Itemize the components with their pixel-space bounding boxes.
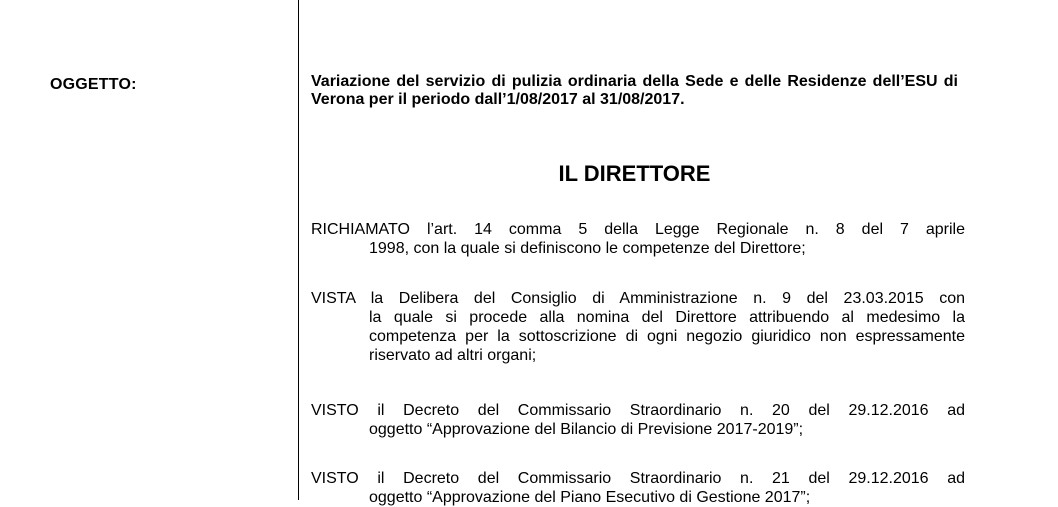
paragraph-richiamato	[311, 220, 965, 258]
paragraph-continuation: la quale si procede alla nomina del Direttore attribuendo al medesimo la competenza per la sottoscrizione di ogni negozio giuridico non espressamente riservato ad altri organi;	[369, 309, 965, 364]
paragraph-continuation: 1998, con la quale si definiscono le competenze del Direttore;	[369, 240, 806, 257]
paragraph-visto-peg	[311, 469, 965, 507]
oggetto-text: Variazione del servizio di pulizia ordinaria della Sede e delle Residenze dell’ESU di Verona per il periodo dall’1/08/2017 al 31/08/2017.	[311, 73, 958, 108]
paragraph-first-line: VISTO il Decreto del Commissario Straordinario n. 21 del 29.12.2016 ad	[311, 470, 965, 487]
paragraph-continuation: oggetto “Approvazione del Piano Esecutivo di Gestione 2017”;	[369, 489, 811, 506]
paragraph-vista	[311, 289, 965, 365]
column-divider	[298, 0, 299, 500]
paragraph-first-line: RICHIAMATO l’art. 14 comma 5 della Legge Regionale n. 8 del 7 aprile	[311, 221, 965, 238]
oggetto-label: OGGETTO:	[50, 76, 137, 93]
paragraph-visto-bilancio	[311, 401, 965, 439]
section-heading: IL DIRETTORE	[558, 161, 711, 186]
paragraph-first-line: VISTO il Decreto del Commissario Straordinario n. 20 del 29.12.2016 ad	[311, 402, 965, 419]
paragraph-continuation: oggetto “Approvazione del Bilancio di Previsione 2017-2019”;	[369, 421, 804, 438]
paragraph-first-line: VISTA la Delibera del Consiglio di Amministrazione n. 9 del 23.03.2015 con	[311, 290, 965, 307]
